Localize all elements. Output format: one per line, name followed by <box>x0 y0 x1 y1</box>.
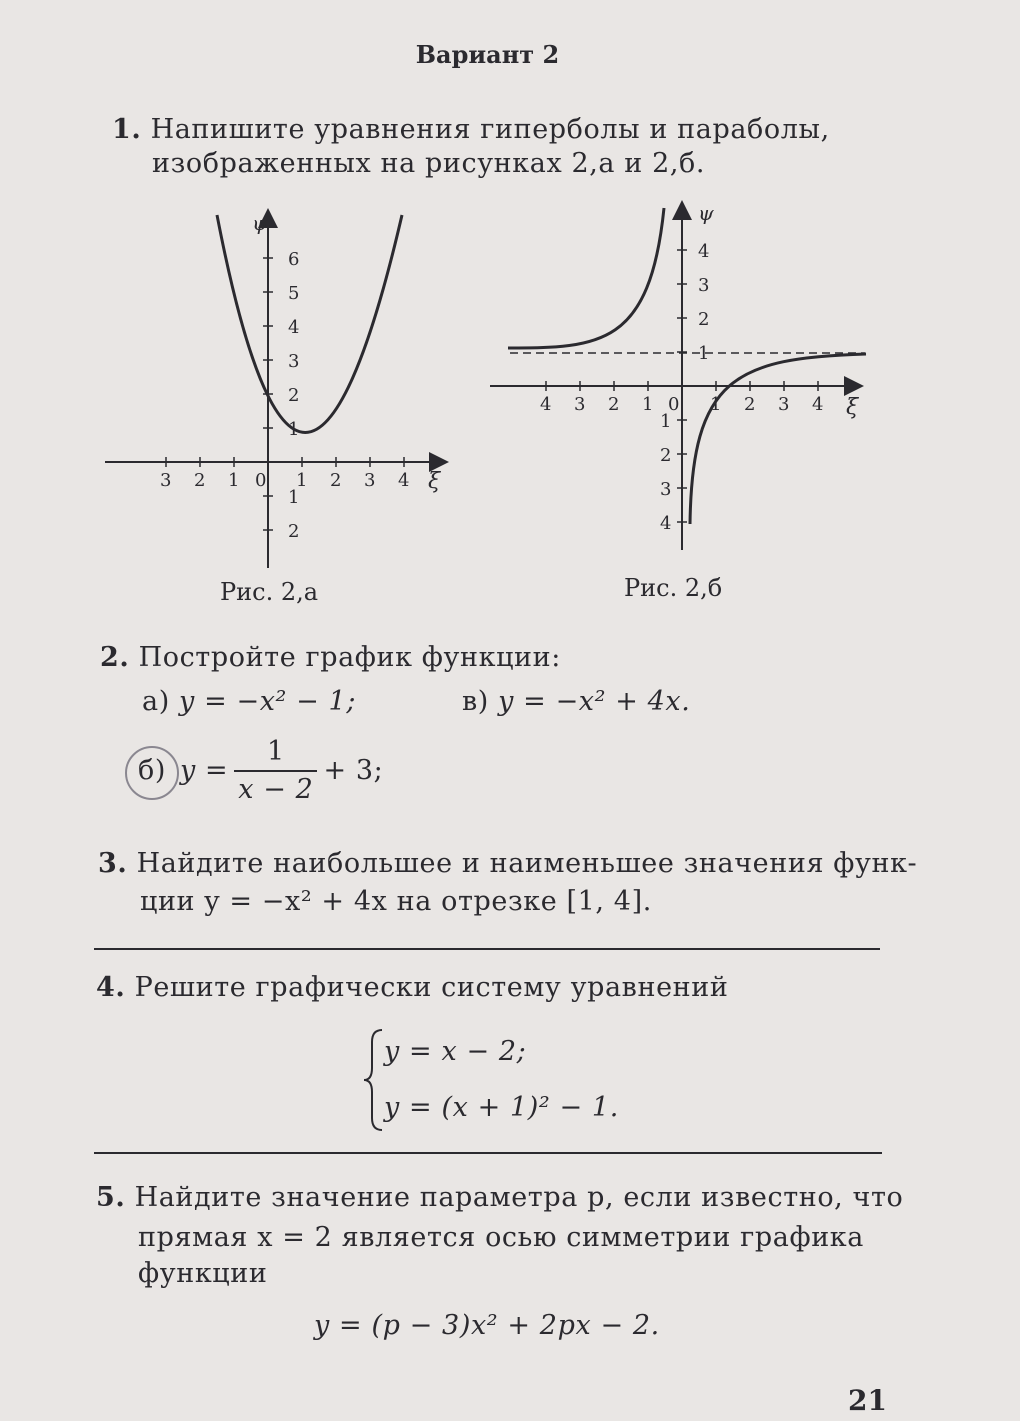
x-tick-label: 2 <box>608 394 620 415</box>
figure-2b-hyperbola <box>500 198 880 558</box>
hyperbola-left-branch <box>508 208 664 348</box>
fig-a-ticks <box>160 249 409 542</box>
task-2a-expression: y = −x² − 1; <box>179 686 357 717</box>
x-tick-label: 1 <box>296 470 308 491</box>
x-tick-label: 3 <box>574 394 586 415</box>
task-5 <box>96 1180 903 1216</box>
task-2b-numerator: 1 <box>266 736 285 767</box>
task-3 <box>98 846 917 882</box>
task-2-number: 2. <box>100 642 130 673</box>
task-1 <box>112 112 830 148</box>
task-2a-label: а) <box>142 686 170 717</box>
task-3-number: 3. <box>98 848 128 879</box>
y-tick-label: 2 <box>660 445 672 466</box>
fig-a-y-label: ψ <box>252 211 268 235</box>
task-4 <box>96 970 728 1006</box>
task-2v-expression: y = −x² + 4x. <box>498 686 691 717</box>
task-5-line2: прямая x = 2 является осью симметрии графика <box>138 1222 864 1253</box>
fig-b-origin-label: 0 <box>668 394 680 415</box>
variant-title: Вариант 2 <box>415 40 560 69</box>
y-tick-label: 4 <box>288 317 300 338</box>
y-tick-label: 4 <box>660 513 672 534</box>
task-5-line1: Найдите значение параметра p, если известно, что <box>134 1182 904 1213</box>
x-tick-label: 4 <box>540 394 552 415</box>
system-brace <box>362 1028 386 1132</box>
task-4-number: 4. <box>96 972 126 1003</box>
task-2b-lhs: y = <box>180 755 229 786</box>
task-2b-denominator: x − 2 <box>238 774 314 805</box>
task-2a <box>142 684 356 720</box>
x-tick-label: 3 <box>364 470 376 491</box>
y-tick-label: 1 <box>288 487 300 508</box>
task-5-line3: функции <box>138 1258 268 1289</box>
task-1-line2: изображенных на рисунках 2,а и 2,б. <box>152 148 706 179</box>
task-2v-label: в) <box>462 686 489 717</box>
task-2b <box>138 734 383 808</box>
system-equation-1: y = x − 2; <box>384 1036 527 1067</box>
figure-2a-parabola <box>100 200 460 580</box>
fig-a-caption: Рис. 2,а <box>220 578 319 606</box>
task-5-formula: y = (p − 3)x² + 2px − 2. <box>314 1310 660 1341</box>
task-2b-fraction <box>234 734 317 808</box>
x-tick-label: 4 <box>812 394 824 415</box>
y-tick-label: 3 <box>660 479 672 500</box>
y-tick-label: 2 <box>288 385 300 406</box>
x-tick-label: 2 <box>194 470 206 491</box>
divider-2 <box>94 1152 882 1154</box>
task-1-line1: Напишите уравнения гиперболы и параболы, <box>150 114 830 145</box>
task-2b-rhs: + 3; <box>323 755 384 786</box>
y-tick-label: 3 <box>288 351 300 372</box>
x-tick-label: 2 <box>330 470 342 491</box>
page-number: 21 <box>848 1384 887 1417</box>
fig-a-x-label: ξ <box>428 469 441 494</box>
x-tick-label: 3 <box>778 394 790 415</box>
fig-b-caption: Рис. 2,б <box>624 574 723 602</box>
x-tick-label: 2 <box>744 394 756 415</box>
fig-b-y-label: ψ <box>698 201 714 225</box>
task-2-text: Постройте график функции: <box>138 642 561 673</box>
task-3-line2: ции y = −x² + 4x на отрезке [1, 4]. <box>140 886 652 917</box>
y-tick-label: 2 <box>288 521 300 542</box>
y-tick-label: 2 <box>698 309 710 330</box>
y-tick-label: 3 <box>698 275 710 296</box>
task-4-text: Решите графически систему уравнений <box>134 972 729 1003</box>
hyperbola-right-branch <box>690 354 866 524</box>
system-equation-2: y = (x + 1)² − 1. <box>384 1092 619 1123</box>
y-tick-label: 1 <box>288 419 300 440</box>
task-2b-label: б) <box>138 755 166 786</box>
x-tick-label: 4 <box>398 470 410 491</box>
x-tick-label: 1 <box>642 394 654 415</box>
x-tick-label: 1 <box>710 394 722 415</box>
parabola-curve <box>217 215 402 433</box>
y-tick-label: 6 <box>288 249 300 270</box>
divider-1 <box>94 948 880 950</box>
task-2 <box>100 640 561 676</box>
task-2v <box>462 684 690 720</box>
task-1-number: 1. <box>112 114 142 145</box>
x-tick-label: 3 <box>160 470 172 491</box>
y-tick-label: 5 <box>288 283 300 304</box>
y-tick-label: 1 <box>660 411 672 432</box>
y-tick-label: 1 <box>698 343 710 364</box>
x-tick-label: 1 <box>228 470 240 491</box>
y-tick-label: 4 <box>698 241 710 262</box>
task-5-number: 5. <box>96 1182 126 1213</box>
fig-a-origin-label: 0 <box>255 470 267 491</box>
fig-b-x-label: ξ <box>846 395 859 420</box>
task-3-line1: Найдите наибольшее и наименьшее значения функ- <box>136 848 918 879</box>
